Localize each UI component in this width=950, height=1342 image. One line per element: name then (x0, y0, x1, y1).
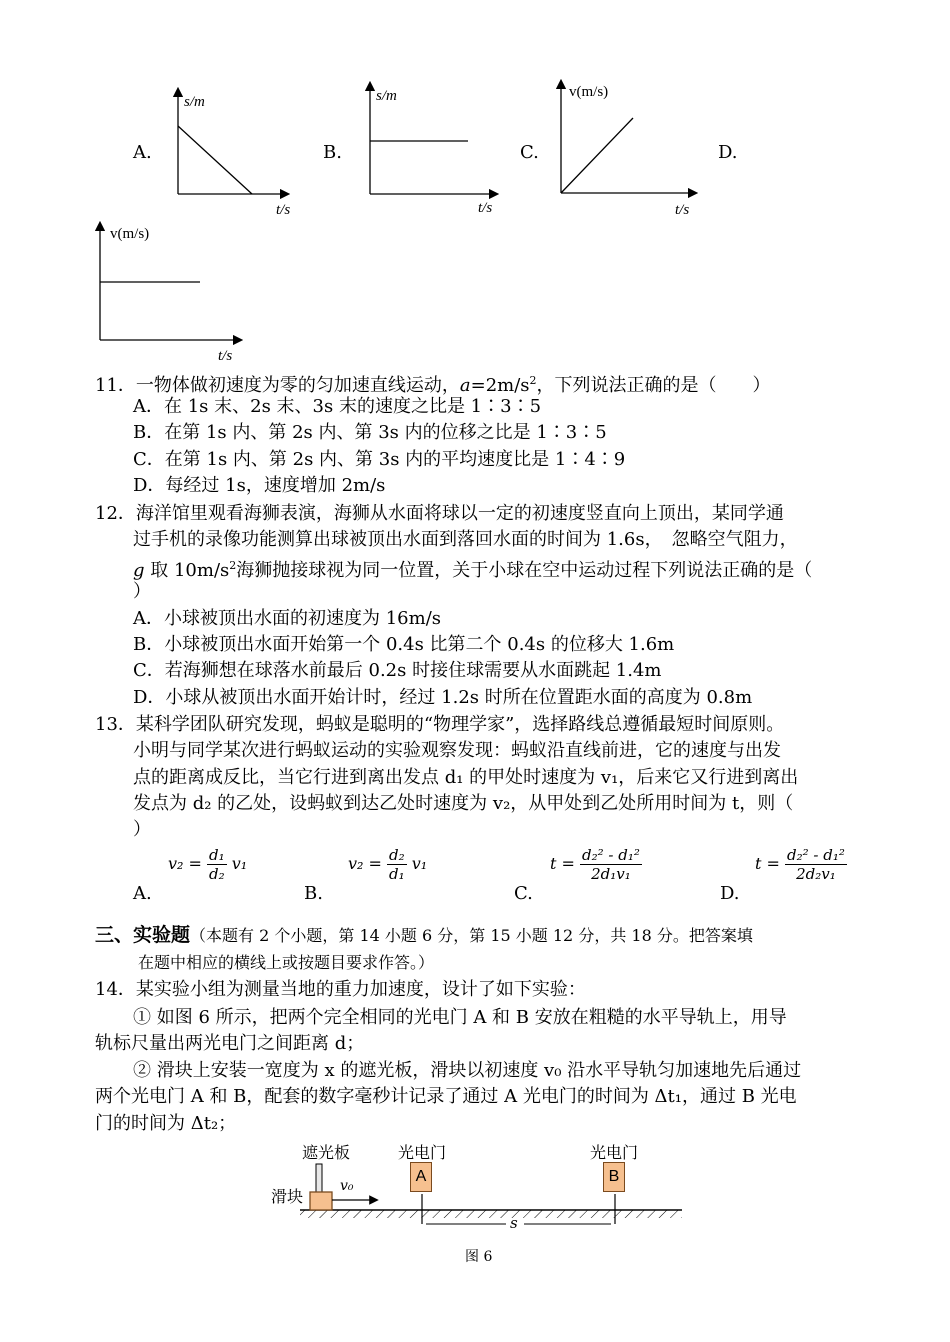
graph-d (88, 220, 248, 366)
q12-line-2: 过手机的录像功能测算出球被顶出水面到落回水面的时间为 1.6s， 忽略空气阻力， (133, 529, 798, 550)
q14-line-5: 两个光电门 A 和 B，配套的数字毫秒计记录了通过 A 光电门的时间为 Δt₁，通过 B 光电 (95, 1086, 797, 1107)
q12-line-3b: 海狮抛接球视为同一位置，关于小球在空中运动过程下列说法正确的是（ (236, 560, 813, 581)
graph-a-line (178, 126, 252, 194)
figure-v0-label: v₀ (340, 1178, 354, 1194)
formula-denominator: 2d₂v₁ (796, 865, 836, 883)
formula-denominator: d₂ (209, 865, 225, 883)
q13-line-2: 小明与同学某次进行蚂蚁运动的实验观察发现：蚂蚁沿直线前进，它的速度与出发 (133, 740, 781, 761)
graph-a (160, 86, 290, 216)
formula-numerator: d₁ (209, 846, 225, 864)
gate-b-box: B (603, 1162, 625, 1192)
section3-heading: 三、实验题 (95, 924, 191, 946)
q14-line-2: ① 如图 6 所示，把两个完全相同的光电门 A 和 B 安放在粗糙的水平导轨上，用导 (133, 1007, 787, 1028)
q13-option-b-label: B. (304, 883, 323, 904)
formula-lhs: v₂ = (348, 854, 382, 873)
section3-note-2: 在题中相应的横线上或按题目要求作答。） (138, 953, 435, 972)
q13-formula-b (348, 846, 427, 883)
q14-line-6: 门的时间为 Δt₂； (95, 1113, 237, 1134)
q12-option-d: D．小球从被顶出水面开始计时，经过 1.2s 时所在位置距水面的高度为 0.8m (133, 687, 753, 708)
slider-block (310, 1192, 332, 1210)
q11-stem-c: ，下列说法正确的是（ ） (536, 375, 771, 396)
figure-caption: 图 6 (465, 1249, 493, 1265)
graph-b (352, 80, 502, 216)
q11-option-c: C．在第 1s 内、第 2s 内、第 3s 内的平均速度比是 1∶4∶9 (133, 449, 626, 470)
q13-formula-d (755, 846, 847, 883)
q11-option-a: A．在 1s 末、2s 末、3s 末的速度之比是 1∶3∶5 (133, 396, 542, 417)
q11-stem-var: a (459, 375, 471, 396)
q13-line-3: 点的距离成反比，当它行进到离出发点 d₁ 的甲处时速度为 v₁，后来它又行进到离出 (133, 767, 799, 788)
graph-a-xlabel: t/s (276, 202, 290, 216)
q11-stem-a: 11．一物体做初速度为零的匀加速直线运动， (95, 375, 460, 396)
q14-line-3: 轨标尺量出两光电门之间距离 d； (95, 1033, 365, 1054)
figure-6-diagram (300, 1158, 690, 1230)
graph-b-option-label: B. (323, 142, 342, 163)
figure-s-label: s (510, 1214, 518, 1232)
q11-stem-b: =2m/s (470, 375, 530, 396)
section3-note-1: （本题有 2 个小题，第 14 小题 6 分，第 15 小题 12 分，共 18 分。把答案填 (190, 926, 753, 945)
formula-lhs: v₂ = (168, 854, 202, 873)
graph-c-ylabel: v(m/s) (569, 84, 609, 100)
formula-fraction (207, 846, 227, 883)
formula-rhs: v₁ (411, 854, 428, 873)
track-hatch (300, 1210, 682, 1218)
q12-g: g (133, 560, 145, 581)
q13-option-a-label: A. (133, 883, 152, 904)
formula-rhs: v₁ (231, 854, 248, 873)
q13-option-d-label: D. (720, 883, 740, 904)
q12-option-c: C．若海狮想在球落水前最后 0.2s 时接住球需要从水面跳起 1.4m (133, 660, 662, 681)
formula-denominator: d₁ (389, 865, 405, 883)
q13-line-1: 13．某科学团队研究发现，蚂蚁是聪明的“物理学家”，选择路线总遵循最短时间原则。 (95, 714, 785, 735)
shield-plate (316, 1164, 322, 1194)
q12-line-4: ） (133, 581, 151, 602)
q11-option-b: B．在第 1s 内、第 2s 内、第 3s 内的位移之比是 1∶3∶5 (133, 422, 607, 443)
q13-formula-a (168, 846, 247, 883)
q12-option-b: B．小球被顶出水面开始第一个 0.4s 比第二个 0.4s 的位移大 1.6m (133, 634, 675, 655)
section3-line-1 (95, 922, 753, 949)
q14-line-4: ② 滑块上安装一宽度为 x 的遮光板，滑块以初速度 v₀ 沿水平导轨匀加速地先后通过 (133, 1060, 802, 1081)
formula-numerator: d₂² - d₁² (787, 846, 845, 864)
graph-c-line (561, 118, 633, 193)
q13-option-c-label: C. (514, 883, 533, 904)
q11-option-d: D．每经过 1s，速度增加 2m/s (133, 475, 386, 496)
q13-line-4: 发点为 d₂ 的乙处，设蚂蚁到达乙处时速度为 v₂，从甲处到乙处所用时间为 t，则（ (133, 793, 794, 814)
graph-b-xlabel: t/s (478, 200, 493, 216)
formula-fraction (580, 846, 642, 883)
formula-numerator: d₂² - d₁² (582, 846, 640, 864)
q12-line-3 (133, 553, 812, 584)
graph-d-ylabel: v(m/s) (110, 226, 150, 242)
formula-lhs: t = (755, 854, 780, 873)
q12-line-1: 12．海洋馆里观看海狮表演，海狮从水面将球以一定的初速度竖直向上顶出，某同学通 (95, 503, 784, 524)
graph-d-option-label: D. (718, 142, 738, 163)
graph-a-ylabel: s/m (184, 94, 205, 110)
formula-fraction (785, 846, 847, 883)
graph-b-ylabel: s/m (376, 88, 397, 104)
graph-d-xlabel: t/s (218, 348, 233, 364)
figure-gate-label-b: 光电门 (590, 1143, 639, 1162)
graph-c (545, 78, 700, 220)
q12-line-3a: 取 10m/s (144, 560, 230, 581)
q13-line-5: ） (133, 819, 151, 840)
gate-a-box: A (410, 1162, 432, 1192)
formula-numerator: d₂ (389, 846, 405, 864)
graph-a-option-label: A. (133, 142, 152, 163)
graph-c-xlabel: t/s (675, 202, 690, 218)
q11-stem-sup: 2 (529, 374, 537, 387)
figure-gate-label-a: 光电门 (398, 1143, 447, 1162)
formula-denominator: 2d₁v₁ (591, 865, 631, 883)
graph-c-option-label: C. (520, 142, 539, 163)
q14-line-1: 14．某实验小组为测量当地的重力加速度，设计了如下实验： (95, 979, 586, 1000)
figure-slider-label: 滑块 (271, 1187, 304, 1206)
q12-option-a: A．小球被顶出水面的初速度为 16m/s (133, 608, 441, 629)
q13-formula-c (550, 846, 642, 883)
q12-sup: 2 (229, 559, 237, 572)
formula-lhs: t = (550, 854, 575, 873)
figure-shield-label: 遮光板 (302, 1143, 351, 1162)
formula-fraction (387, 846, 407, 883)
